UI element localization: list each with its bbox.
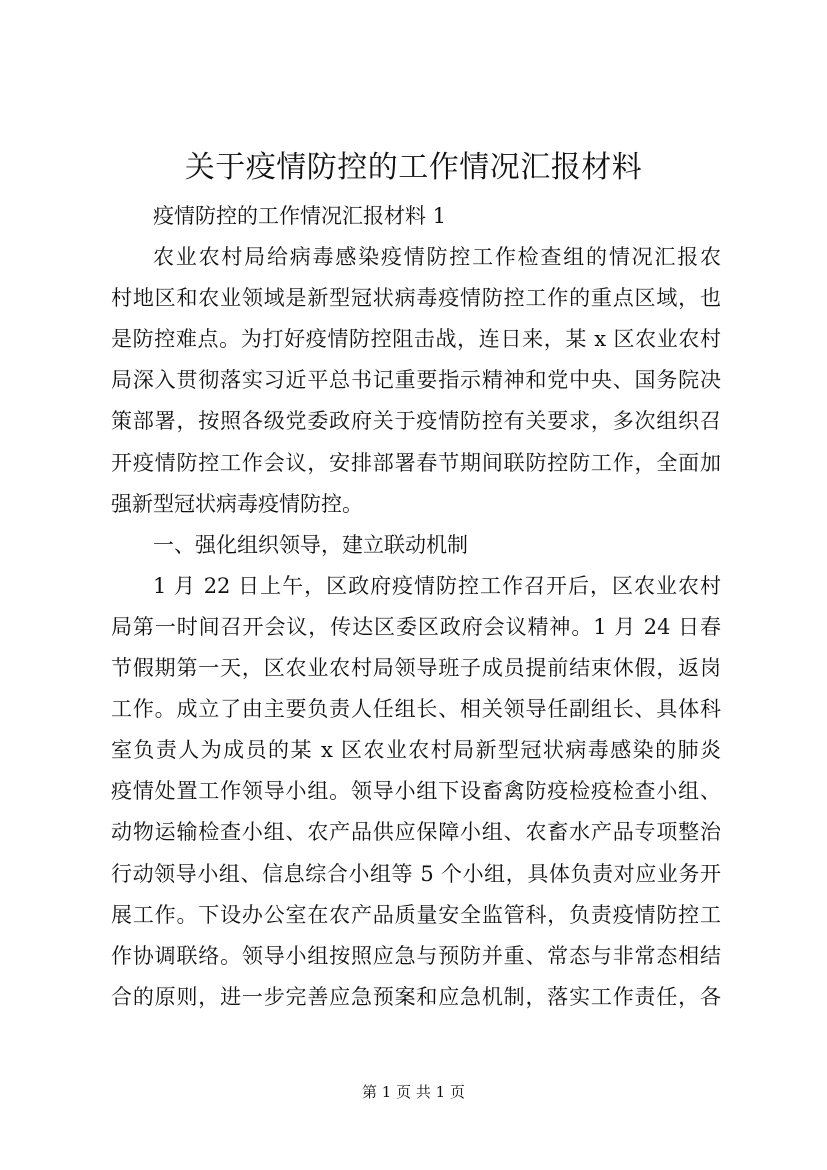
text-line: 一、强化组织领导，建立联动机制 xyxy=(153,532,468,557)
text-line: 是防控难点。为打好疫情防控阻击战，连日来，某 x 区农业农村 xyxy=(111,327,721,352)
text-line: 疫情防控的工作情况汇报材料 1 xyxy=(153,204,447,228)
text-line: 节假期第一天，区农业农村局领导班子成员提前结束休假，返岗 xyxy=(111,656,721,681)
text-line: 强新型冠状病毒疫情防控。 xyxy=(111,491,363,516)
text-line: 合的原则，进一步完善应急预案和应急机制，落实工作责任，各 xyxy=(111,984,721,1009)
text-line: 局深入贯彻落实习近平总书记重要指示精神和党中央、国务院决 xyxy=(111,368,721,393)
text-line: 展工作。下设办公室在农产品质量安全监管科，负责疫情防控工 xyxy=(111,902,721,927)
text-line: 工作。成立了由主要负责人任组长、相关领导任副组长、具体科 xyxy=(111,697,721,722)
text-line: 村地区和农业领域是新型冠状病毒疫情防控工作的重点区域，也 xyxy=(111,286,721,311)
text-line: 1 月 22 日上午，区政府疫情防控工作召开后，区农业农村 xyxy=(153,573,721,598)
page-footer: 第 1 页 共 1 页 xyxy=(362,1083,465,1101)
text-line: 室负责人为成员的某 x 区农业农村局新型冠状病毒感染的肺炎 xyxy=(111,738,721,763)
text-line: 作协调联络。领导小组按照应急与预防并重、常态与非常态相结 xyxy=(111,943,721,968)
text-line: 农业农村局给病毒感染疫情防控工作检查组的情况汇报农 xyxy=(153,245,721,270)
text-line: 开疫情防控工作会议，安排部署春节期间联防控防工作，全面加 xyxy=(111,450,721,475)
text-line: 局第一时间召开会议，传达区委区政府会议精神。1 月 24 日春 xyxy=(111,614,721,639)
text-line: 疫情处置工作领导小组。领导小组下设畜禽防疫检疫检查小组、 xyxy=(111,779,721,804)
document-title: 关于疫情防控的工作情况汇报材料 xyxy=(184,150,643,185)
text-line: 策部署，按照各级党委政府关于疫情防控有关要求，多次组织召 xyxy=(111,409,721,434)
text-line: 行动领导小组、信息综合小组等 5 个小组，具体负责对应业务开 xyxy=(111,861,721,886)
text-line: 动物运输检查小组、农产品供应保障小组、农畜水产品专项整治 xyxy=(111,820,721,845)
document-body xyxy=(111,196,721,1018)
